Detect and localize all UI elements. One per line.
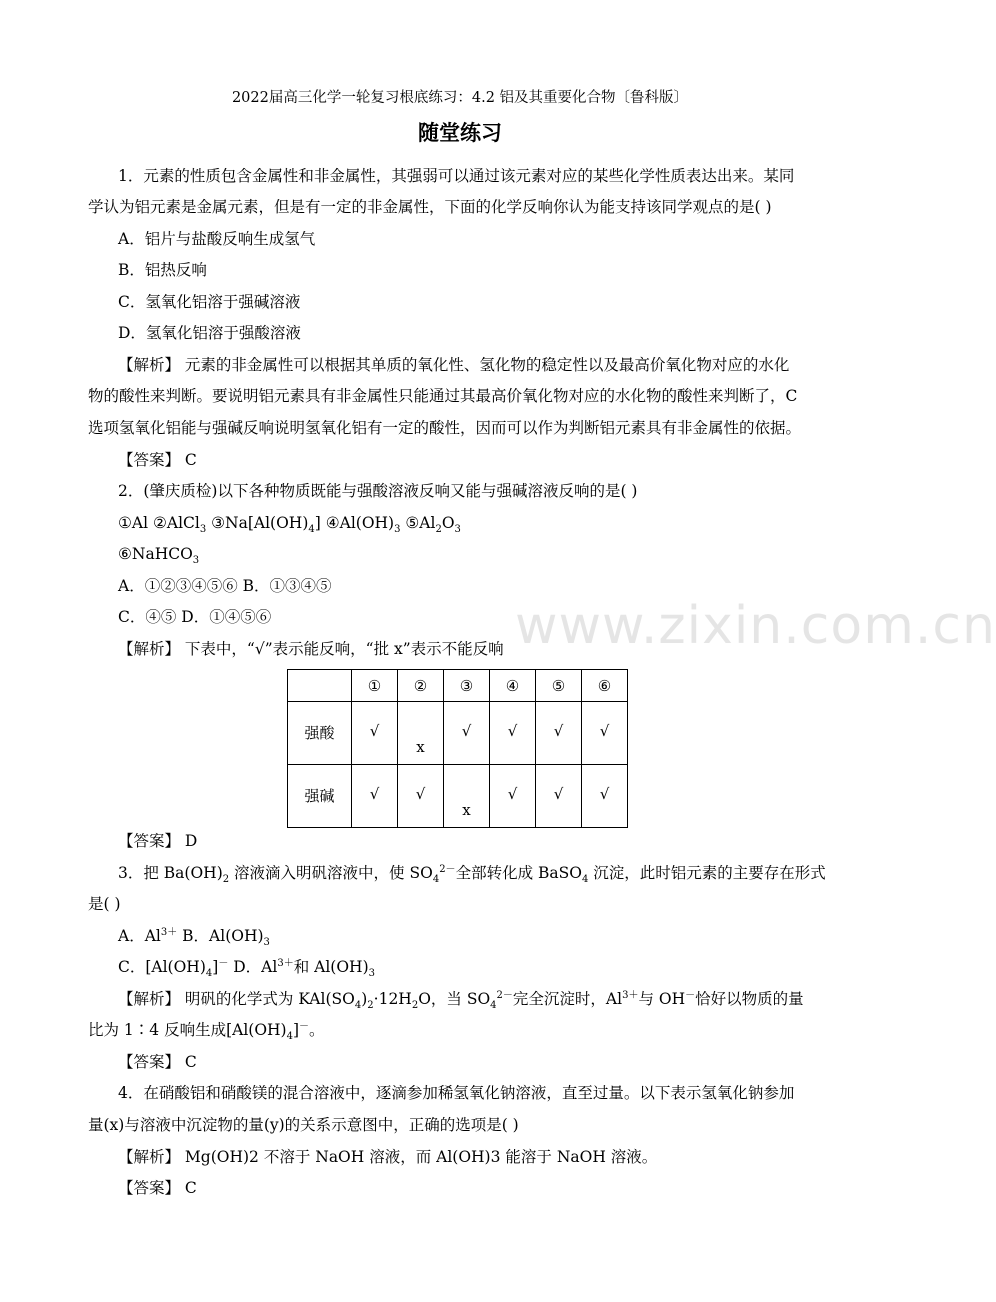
table-header-row bbox=[288, 670, 628, 702]
q3-explanation-line1: 【解析】 明矾的化学式为 $KAl(SO_4)_2\cdot 12H_2O$，当 $SO_4^{2-}$完全沉淀时，$Al^{3+}$与 OH－恰好以物质的量 bbox=[118, 989, 804, 1012]
q1-option-a: A．铝片与盐酸反响生成氢气 bbox=[118, 230, 316, 248]
table-cell: x bbox=[398, 702, 444, 765]
table-header-cell: ① bbox=[352, 670, 398, 702]
q2-items-line: ①Al ②AlCl$_3$ $③Na[Al(OH)_4]$ $④Al(OH)_3$ $⑤Al_2O_3$ bbox=[118, 514, 461, 536]
q2-stem: 2．(肇庆质检)以下各种物质既能与强酸溶液反响又能与强碱溶液反响的是( ) bbox=[118, 482, 638, 500]
table-cell: √ bbox=[490, 765, 536, 828]
table-cell: √ bbox=[536, 702, 582, 765]
q2-answer: 【答案】 D bbox=[118, 832, 198, 850]
table-row-label: 强碱 bbox=[288, 765, 352, 828]
table-header-cell: ④ bbox=[490, 670, 536, 702]
table-cell: x bbox=[444, 765, 490, 828]
q3-explanation-line2: 比为 1∶4 反响生成$[Al(OH)_4]^-$。 bbox=[88, 1020, 325, 1043]
q2-options-ab: A．①②③④⑤⑥ B．①③④⑤ bbox=[118, 577, 332, 595]
reaction-table bbox=[287, 669, 628, 828]
q4-answer: 【答案】 C bbox=[118, 1179, 197, 1197]
table-header-cell: ⑤ bbox=[536, 670, 582, 702]
q1-answer: 【答案】 C bbox=[118, 451, 197, 469]
table-header-cell: ⑥ bbox=[582, 670, 628, 702]
table-row bbox=[288, 765, 628, 828]
q3-answer: 【答案】 C bbox=[118, 1053, 197, 1071]
q1-option-b: B．铝热反响 bbox=[118, 261, 207, 279]
table-cell: √ bbox=[352, 765, 398, 828]
table-cell: √ bbox=[582, 765, 628, 828]
q1-option-c: C．氢氧化铝溶于强碱溶液 bbox=[118, 293, 301, 311]
q1-explanation-line3: 选项氢氧化铝能与强碱反响说明氢氧化铝有一定的酸性，因而可以作为判断铝元素具有非金属性的依据。 bbox=[88, 419, 802, 437]
q3-stem-line2: 是( ) bbox=[88, 895, 121, 913]
table-cell: √ bbox=[490, 702, 536, 765]
q4-explanation: 【解析】 Mg(OH)2 不溶于 NaOH 溶液，而 Al(OH)3 能溶于 NaOH 溶液。 bbox=[118, 1148, 658, 1166]
table-row bbox=[288, 702, 628, 765]
q4-stem-line2: 量(x)与溶液中沉淀物的量(y)的关系示意图中，正确的选项是( ) bbox=[88, 1116, 519, 1134]
table-header-cell: ② bbox=[398, 670, 444, 702]
watermark: www.zixin.com.cn bbox=[515, 596, 996, 656]
table-cell: √ bbox=[536, 765, 582, 828]
q1-option-d: D．氢氧化铝溶于强酸溶液 bbox=[118, 324, 301, 342]
q2-explanation: 【解析】 下表中，“√”表示能反响，“批 x”表示不能反响 bbox=[118, 640, 504, 658]
q3-stem-line1: 3．把 $Ba(OH)_2$ 溶液滴入明矾溶液中，使 $SO_4^{2-}$全部转化成 BaSO$_4$ 沉淀，此时铝元素的主要存在形式 bbox=[118, 863, 826, 886]
table-row-label: 强酸 bbox=[288, 702, 352, 765]
q2-options-cd: C．④⑤ D．①④⑤⑥ bbox=[118, 608, 272, 626]
table-cell: √ bbox=[444, 702, 490, 765]
table-cell: √ bbox=[352, 702, 398, 765]
document-header: 2022届高三化学一轮复习根底练习：4.2 铝及其重要化合物〔鲁科版〕 bbox=[231, 90, 689, 106]
q1-stem-line2: 学认为铝元素是金属元素，但是有一定的非金属性，下面的化学反响你认为能支持该同学观点的是( ) bbox=[88, 198, 772, 216]
table-cell: √ bbox=[398, 765, 444, 828]
q3-options-ab: A．$Al^{3+}$ B．$Al(OH)_3$ bbox=[118, 926, 270, 949]
table-header-cell bbox=[288, 670, 352, 702]
q4-stem-line1: 4．在硝酸铝和硝酸镁的混合溶液中，逐滴参加稀氢氧化钠溶液，直至过量。以下表示氢氧化钠参加 bbox=[118, 1084, 795, 1102]
page-title: 随堂练习 bbox=[418, 120, 502, 145]
table-header-cell: ③ bbox=[444, 670, 490, 702]
q1-stem-line1: 1．元素的性质包含金属性和非金属性，其强弱可以通过该元素对应的某些化学性质表达出来。某同 bbox=[118, 167, 795, 185]
q1-explanation-line1: 【解析】 元素的非金属性可以根据其单质的氧化性、氢化物的稳定性以及最高价氧化物对应的水化 bbox=[118, 356, 790, 374]
q2-item-6: ⑥NaHCO$_3$ bbox=[118, 545, 200, 567]
q1-explanation-line2: 物的酸性来判断。要说明铝元素具有非金属性只能通过其最高价氧化物对应的水化物的酸性来判断了，C bbox=[88, 387, 798, 405]
q3-options-cd: C．$[Al(OH)_4]^-$ D．$Al^{3+}$和 $Al(OH)_3$ bbox=[118, 957, 375, 980]
table-cell: √ bbox=[582, 702, 628, 765]
